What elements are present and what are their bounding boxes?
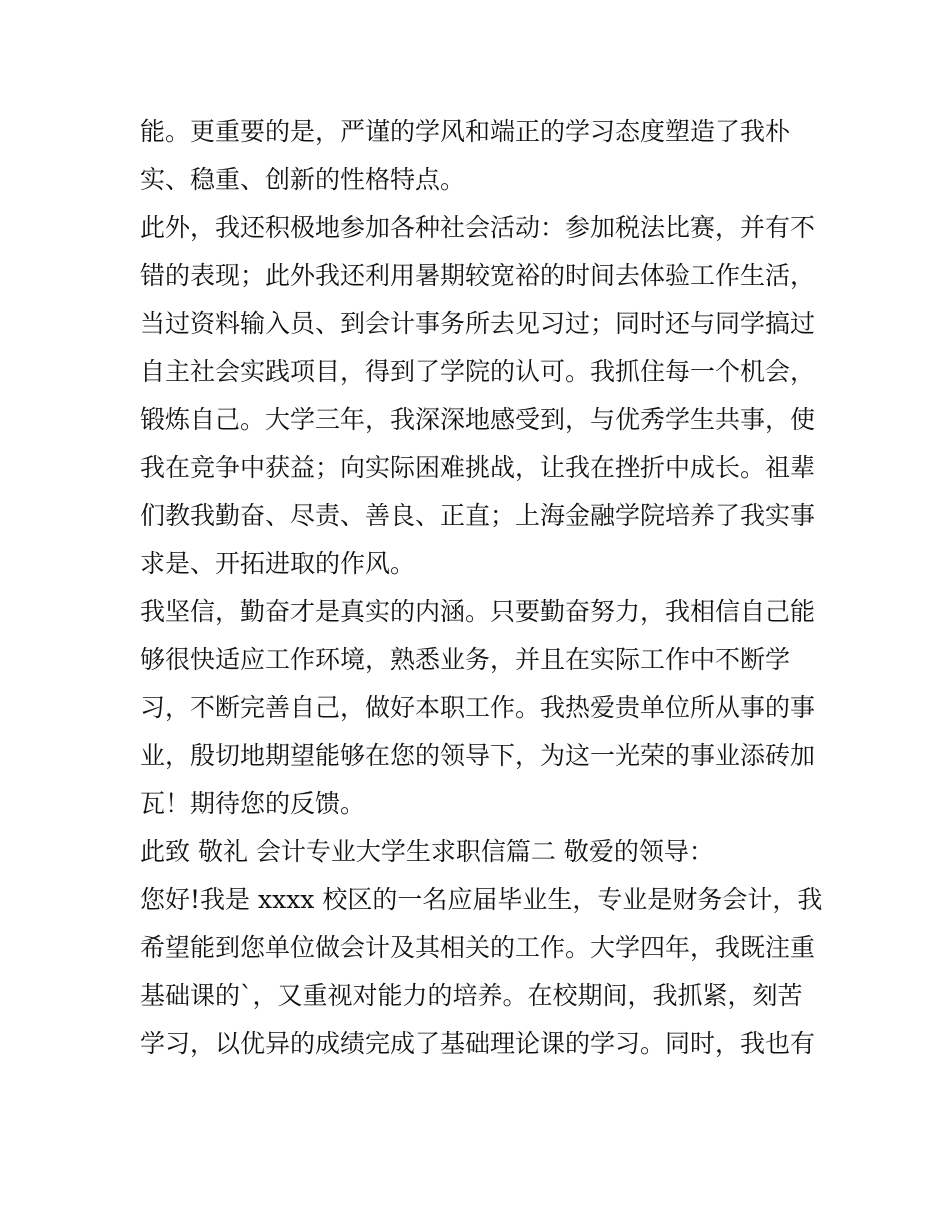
text-line: 业，殷切地期望能够在您的领导下，为这一光荣的事业添砖加 [140,741,816,770]
text-line: 当过资料输入员、到会计事务所去见习过；同时还与同学搞过 [140,309,816,338]
text-line: 我在竞争中获益；向实际困难挑战，让我在挫折中成长。祖辈 [140,453,816,482]
text-line: 您好!我是 xxxx 校区的一名应届毕业生，专业是财务会计，我 [140,885,823,914]
text-line: 求是、开拓进取的作风。 [140,549,416,578]
text-line: 我坚信，勤奋才是真实的内涵。只要勤奋努力，我相信自己能 [140,597,816,626]
text-line: 实、稳重、创新的性格特点。 [140,165,466,194]
text-line: 够很快适应工作环境，熟悉业务，并且在实际工作中不断学 [140,645,791,674]
text-line: 能。更重要的是，严谨的学风和端正的学习态度塑造了我朴 [140,117,791,146]
text-line: 学习，以优异的成绩完成了基础理论课的学习。同时，我也有 [140,1029,816,1058]
letter-body [140,108,823,1068]
text-line: 此外，我还积极地参加各种社会活动：参加税法比赛，并有不 [140,213,816,242]
text-line: 们教我勤奋、尽责、善良、正直；上海金融学院培养了我实事 [140,501,816,530]
text-line: 锻炼自己。大学三年，我深深地感受到，与优秀学生共事，使 [140,405,816,434]
text-line: 希望能到您单位做会计及其相关的工作。大学四年，我既注重 [140,933,816,962]
text-line: 基础课的`，又重视对能力的培养。在校期间，我抓紧，刻苦 [140,981,803,1010]
text-line: 自主社会实践项目，得到了学院的认可。我抓住每一个机会， [140,357,816,386]
text-line: 瓦！期待您的反馈。 [140,789,366,818]
text-line: 错的表现；此外我还利用暑期较宽裕的时间去体验工作生活， [140,261,816,290]
text-line: 习，不断完善自己，做好本职工作。我热爱贵单位所从事的事 [140,693,816,722]
text-line: 此致 敬礼 会计专业大学生求职信篇二 敬爱的领导： [140,837,714,866]
